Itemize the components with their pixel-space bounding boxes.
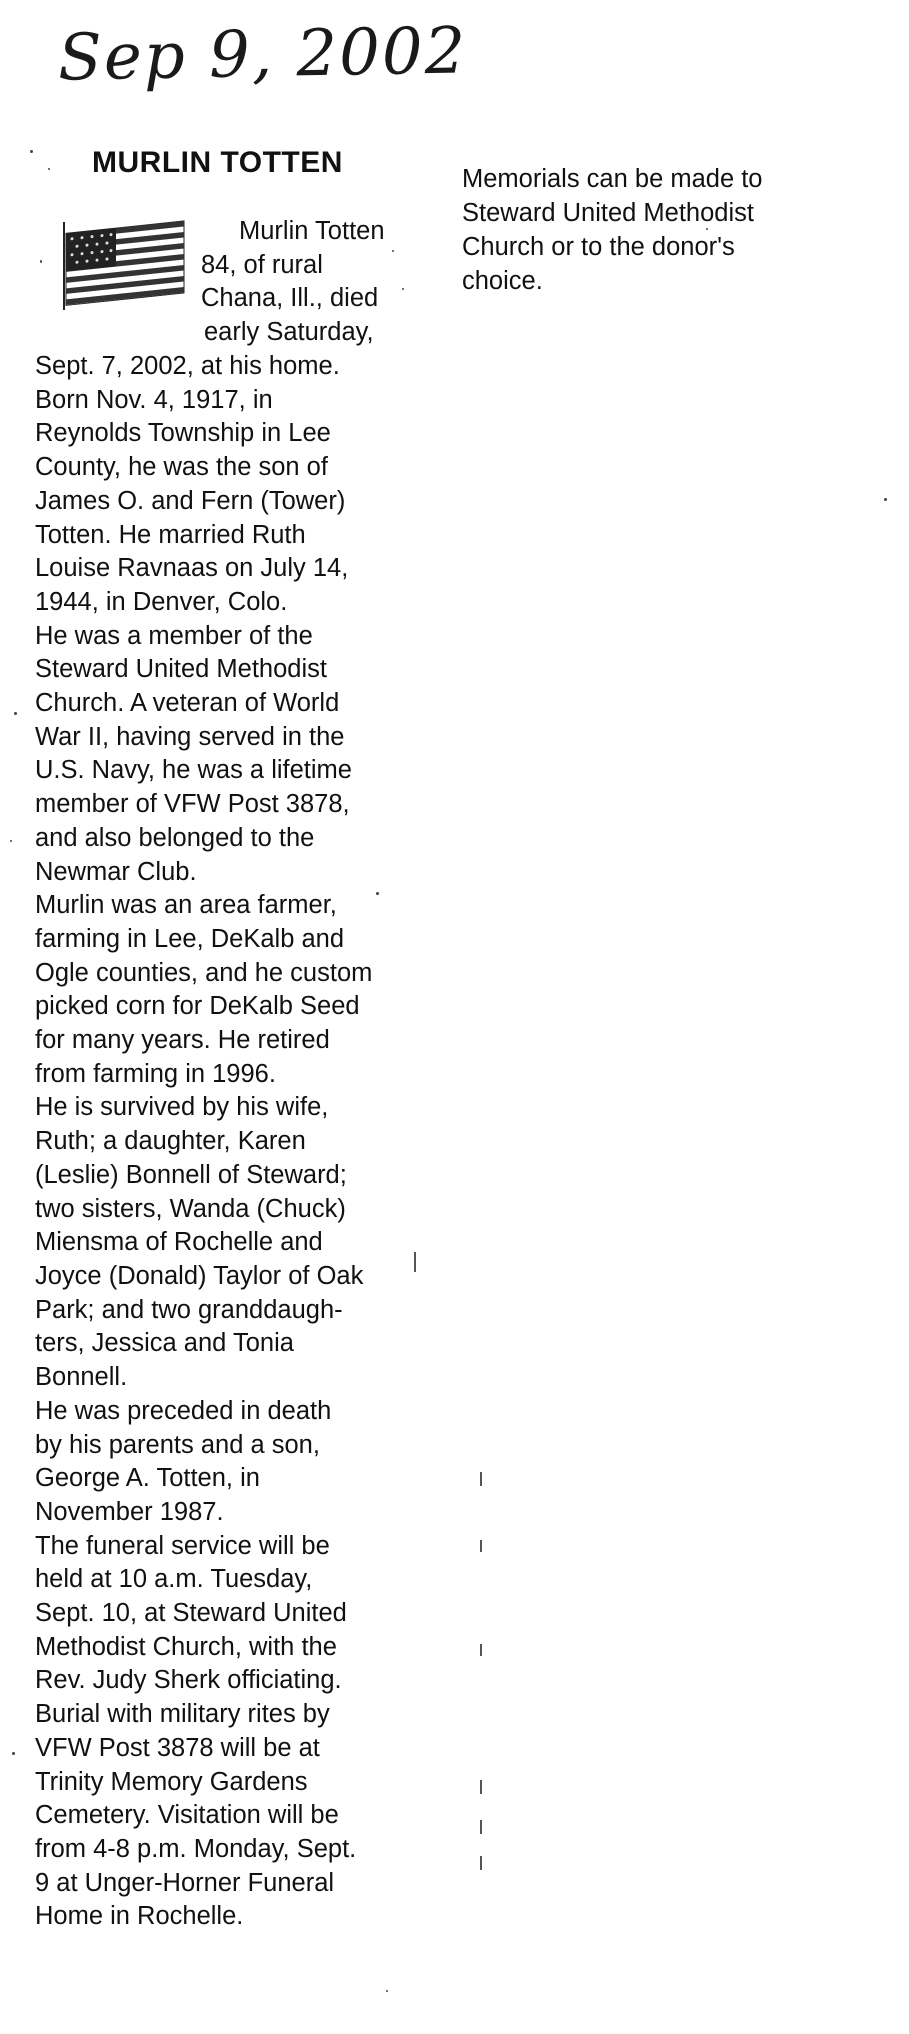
scan-speck [392,250,394,252]
text-line: ters, Jessica and Tonia [35,1329,294,1358]
text-line: November 1987. [35,1497,224,1526]
text-line: choice. [462,267,543,295]
text-line: from 4-8 p.m. Monday, Sept. [35,1834,357,1863]
scan-speck [402,288,404,290]
scan-mark [480,1856,482,1870]
text-line: picked corn for DeKalb Seed [35,992,360,1021]
text-line: Burial with military rites by [35,1700,330,1729]
text-line: early Saturday, [204,318,374,347]
scan-mark [480,1472,482,1486]
text-line: Reynolds Township in Lee [35,419,331,448]
text-line: Chana, Ill., died [201,284,379,313]
scan-speck [386,1990,388,1992]
scan-speck [14,712,17,715]
handwritten-date: Sep 9, 2002 [57,14,468,96]
text-line: Steward United Methodist [462,199,754,227]
wrap-text [201,215,385,350]
text-line: He is survived by his wife, [35,1093,329,1122]
text-line: (Leslie) Bonnell of Steward; [35,1160,347,1189]
text-line: Sept. 7, 2002, at his home. [35,352,340,380]
text-line: Steward United Methodist [35,655,327,684]
text-line: Park; and two granddaugh- [35,1295,343,1324]
text-line: 84, of rural [201,250,323,279]
scan-speck [12,1752,15,1755]
text-line: U.S. Navy, he was a lifetime [35,756,352,785]
text-line: James O. and Fern (Tower) [35,486,346,515]
text-line: Murlin was an area farmer, [35,891,337,920]
scan-speck [376,892,379,895]
text-line: Methodist Church, with the [35,1632,337,1661]
scan-speck [884,498,887,501]
scan-speck [40,260,42,263]
text-line: Louise Ravnaas on July 14, [35,554,349,583]
text-line: farming in Lee, DeKalb and [35,924,345,953]
scan-mark [480,1780,482,1794]
text-line: Church or to the donor's [462,233,735,261]
text-line: Miensma of Rochelle and [35,1228,323,1257]
text-line: He was a member of the [35,621,313,650]
text-line: for many years. He retired [35,1026,330,1055]
text-line: Memorials can be made to [462,165,763,193]
column-2-text [462,162,762,298]
scan-mark [480,1820,482,1834]
text-line: Church. A veteran of World [35,689,340,718]
american-flag-icon [60,218,190,310]
scan-speck [48,168,50,170]
text-line: Ogle counties, and he custom [35,958,373,987]
text-line: Cemetery. Visitation will be [35,1801,339,1830]
text-line: member of VFW Post 3878, [35,790,350,819]
scan-speck [706,228,708,230]
text-line: Ruth; a daughter, Karen [35,1127,306,1156]
text-line: Trinity Memory Gardens [35,1767,308,1796]
text-line: VFW Post 3878 will be at [35,1733,320,1762]
text-line: Murlin Totten [239,217,385,245]
text-line: Newmar Club. [35,857,197,886]
text-line: 9 at Unger-Horner Funeral [35,1868,335,1897]
column-1-text [35,350,372,1934]
scan-speck [30,150,33,153]
text-line: by his parents and a son, [35,1430,320,1459]
text-line: two sisters, Wanda (Chuck) [35,1194,346,1223]
text-line: 1944, in Denver, Colo. [35,587,288,616]
scan-speck [10,840,12,842]
scan-mark [414,1252,416,1272]
text-line: held at 10 a.m. Tuesday, [35,1565,313,1594]
text-line: Home in Rochelle. [35,1902,244,1931]
text-line: George A. Totten, in [35,1464,260,1493]
obituary-headline: MURLIN TOTTEN [92,146,343,179]
text-line: and also belonged to the [35,823,315,852]
text-line: Totten. He married Ruth [35,520,306,549]
scan-mark [480,1540,482,1552]
scan-mark [480,1644,482,1656]
text-line: County, he was the son of [35,453,328,482]
text-line: He was preceded in death [35,1396,332,1425]
text-line: Sept. 10, at Steward United [35,1599,347,1628]
text-line: Rev. Judy Sherk officiating. [35,1666,342,1695]
text-line: Born Nov. 4, 1917, in [35,385,273,414]
text-line: from farming in 1996. [35,1059,276,1088]
text-line: Joyce (Donald) Taylor of Oak [35,1261,364,1290]
text-line: War II, having served in the [35,722,345,751]
text-line: Bonnell. [35,1363,128,1392]
text-line: The funeral service will be [35,1531,330,1560]
